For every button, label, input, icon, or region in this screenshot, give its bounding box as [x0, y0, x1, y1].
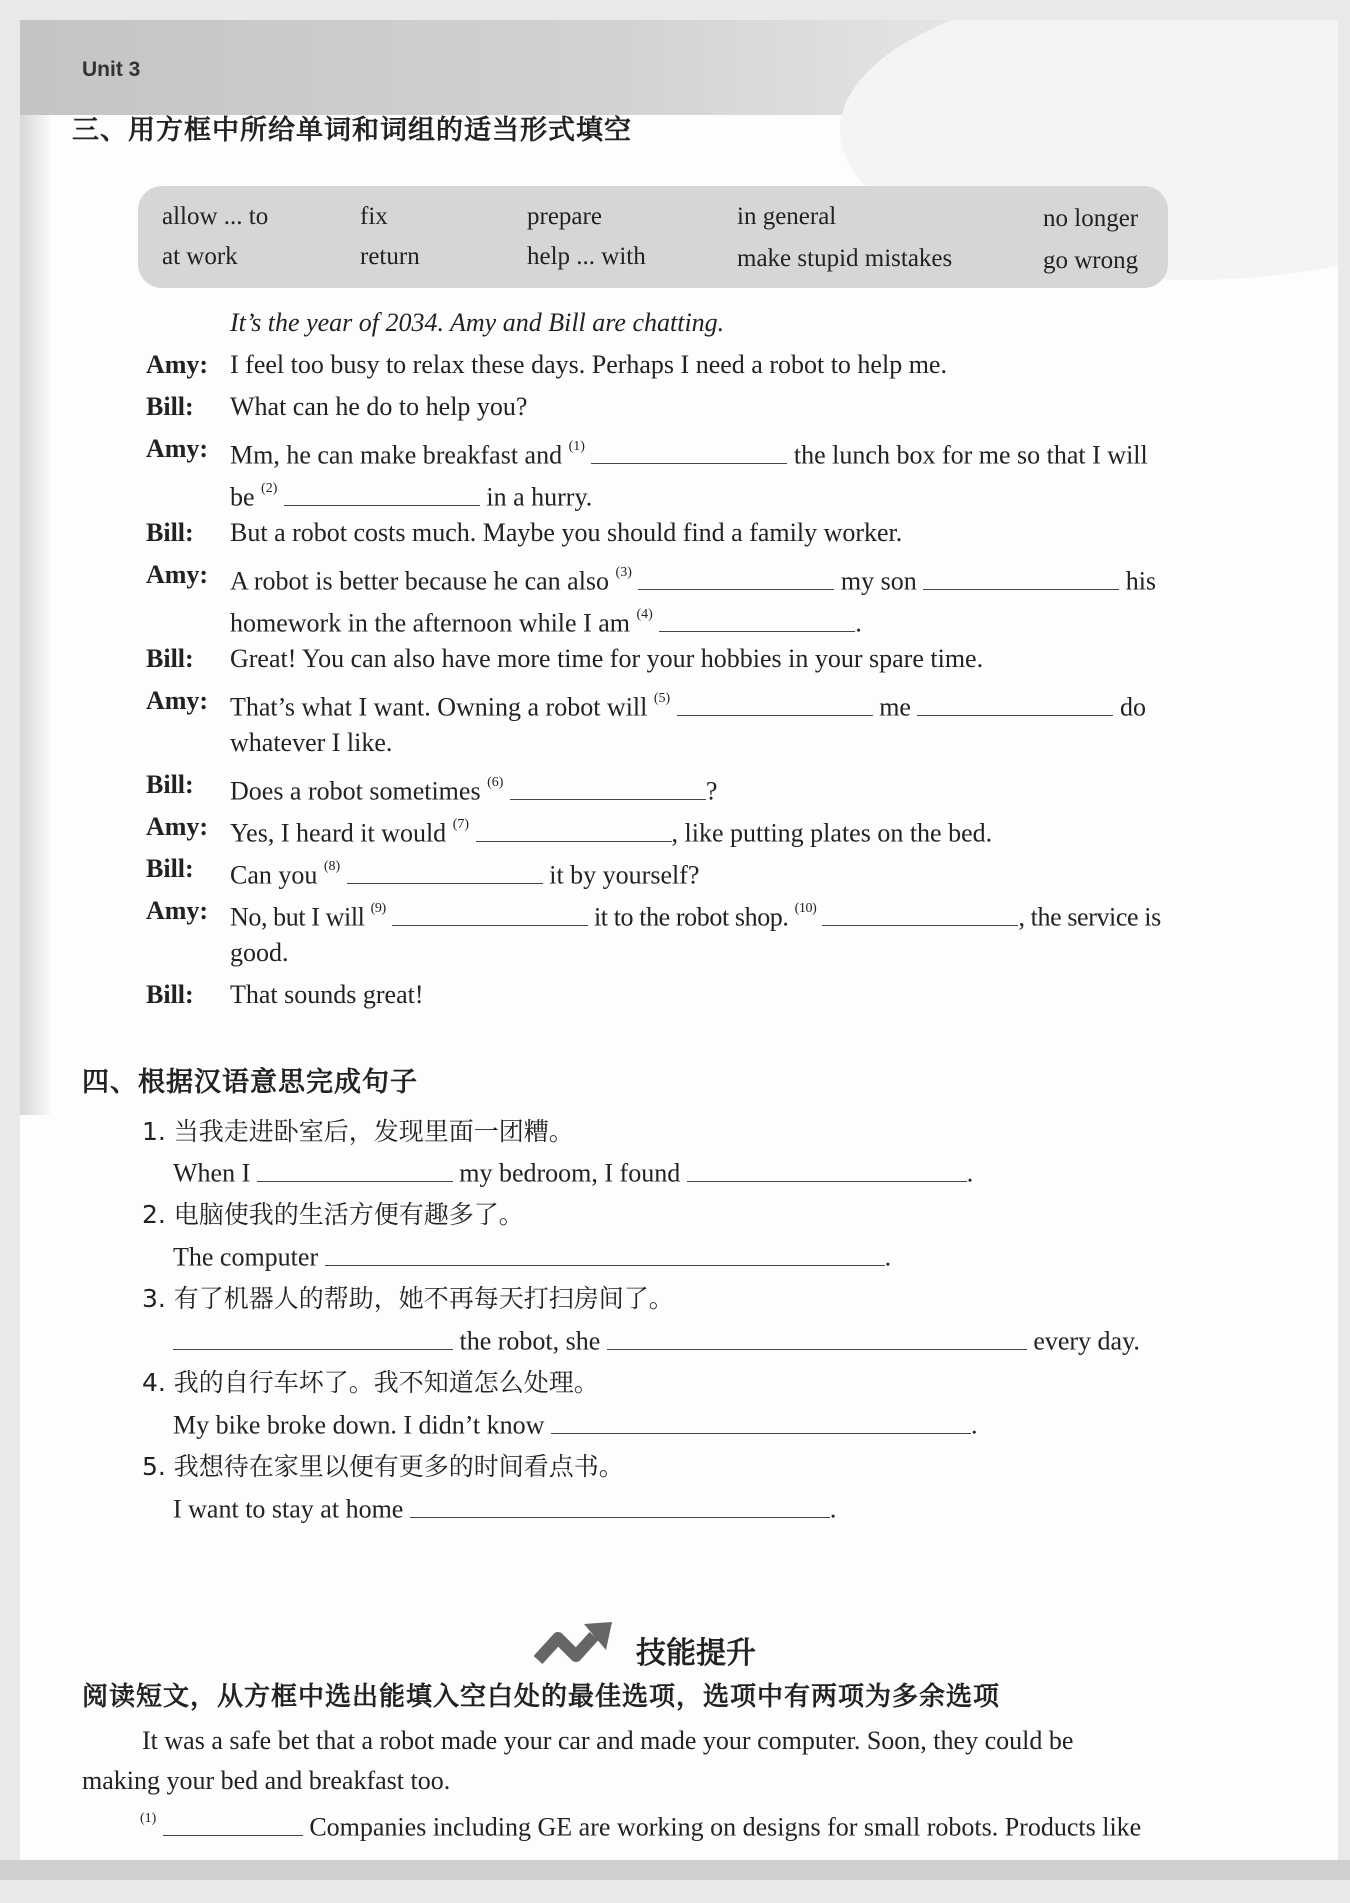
question-chinese: 5. 我想待在家里以便有更多的时间看点书。	[142, 1452, 624, 1481]
line-text: in a hurry.	[486, 482, 593, 512]
blank-number: (10)	[794, 900, 817, 916]
dialogue-line	[230, 896, 1161, 933]
dialogue-line	[230, 812, 992, 849]
passage-line: It was a safe bet that a robot made your car and made your computer. Soon, they could be	[142, 1726, 1074, 1755]
line-text: ?	[705, 776, 718, 806]
line-text: A robot is better because he can also	[230, 566, 610, 596]
blank-number: (1)	[568, 438, 585, 454]
dialogue-line	[230, 602, 862, 639]
speaker-bill: Bill:	[146, 854, 194, 883]
word-box	[138, 186, 1168, 288]
answer-blank[interactable]	[392, 896, 588, 926]
speaker-amy: Amy:	[146, 686, 209, 715]
line-text: .	[966, 1158, 974, 1188]
dialogue-line	[230, 476, 592, 513]
speaker-bill: Bill:	[146, 518, 194, 547]
passage-line: making your bed and breakfast too.	[82, 1766, 451, 1795]
answer-blank[interactable]	[917, 686, 1113, 716]
box-word: make stupid mistakes	[737, 245, 953, 272]
answer-blank[interactable]	[638, 560, 834, 590]
line-text: , the service is	[1018, 902, 1161, 932]
line-text: When I	[173, 1158, 251, 1188]
line-text: it by yourself?	[549, 860, 700, 890]
speaker-amy: Amy:	[146, 812, 209, 841]
box-word: help ... with	[527, 243, 646, 270]
line-text: do	[1119, 692, 1146, 722]
answer-blank[interactable]	[257, 1152, 453, 1182]
line-text: That’s what I want. Owning a robot will	[230, 692, 648, 722]
dialogue-line: good.	[230, 938, 289, 967]
answer-blank[interactable]	[591, 434, 787, 464]
line-text: .	[829, 1494, 837, 1524]
answer-blank[interactable]	[476, 812, 672, 842]
line-text: .	[970, 1410, 978, 1440]
blank-number: (2)	[261, 480, 278, 496]
answer-blank[interactable]	[410, 1488, 830, 1518]
question-english	[173, 1488, 836, 1525]
blank-number: (8)	[323, 858, 341, 874]
line-text: my son	[840, 566, 917, 596]
answer-blank[interactable]	[923, 560, 1119, 590]
line-text: .	[884, 1242, 892, 1272]
speaker-amy: Amy:	[146, 560, 209, 589]
dialogue-intro: It’s the year of 2034. Amy and Bill are chatting.	[230, 308, 725, 337]
answer-blank[interactable]	[687, 1152, 967, 1182]
box-word: in general	[737, 203, 837, 230]
dialogue-line	[230, 560, 1156, 597]
answer-blank[interactable]	[551, 1404, 971, 1434]
line-text: the lunch box for me so that I will	[793, 440, 1148, 470]
question-chinese: 1. 当我走进卧室后，发现里面一团糟。	[142, 1117, 574, 1146]
speaker-bill: Bill:	[146, 644, 194, 673]
blank-number: (1)	[140, 1810, 157, 1826]
dialogue-line: I feel too busy to relax these days. Perhaps I need a robot to help me.	[230, 350, 947, 379]
blank-number: (9)	[370, 900, 386, 916]
speaker-bill: Bill:	[146, 770, 194, 799]
line-text: No, but I will	[230, 902, 365, 932]
blank-number: (5)	[653, 690, 671, 706]
blank-number: (3)	[615, 564, 632, 580]
box-word: prepare	[527, 203, 602, 230]
line-text: Companies including GE are working on designs for small robots. Products like	[309, 1812, 1142, 1842]
dialogue-line	[230, 434, 1148, 471]
question-english	[173, 1236, 891, 1273]
question-english	[173, 1152, 973, 1189]
dialogue-line: Great! You can also have more time for your hobbies in your spare time.	[230, 644, 984, 673]
line-text: Mm, he can make breakfast and	[230, 440, 563, 470]
speaker-amy: Amy:	[146, 350, 209, 379]
line-text: Yes, I heard it would	[230, 818, 447, 848]
passage-line	[140, 1806, 1141, 1843]
answer-blank[interactable]	[347, 854, 543, 884]
box-word: allow ... to	[162, 203, 269, 230]
box-word: no longer	[1043, 205, 1139, 232]
line-text: .	[855, 608, 862, 638]
dialogue-line	[230, 686, 1146, 723]
dialogue-line: That sounds great!	[230, 980, 424, 1009]
answer-blank[interactable]	[284, 476, 480, 506]
speaker-bill: Bill:	[146, 392, 194, 421]
worksheet-page	[20, 20, 1338, 1880]
skills-title: 技能提升	[636, 1636, 756, 1671]
line-text: My bike broke down. I didn’t know	[173, 1410, 545, 1440]
line-text: his	[1125, 566, 1157, 596]
left-shade	[20, 115, 50, 1115]
blank-number: (4)	[636, 606, 653, 622]
dialogue-line	[230, 854, 699, 891]
line-text: it to the robot shop.	[593, 902, 789, 932]
blank-number: (6)	[487, 774, 504, 790]
dialogue-line	[230, 770, 717, 807]
trend-arrow-icon	[534, 1616, 616, 1672]
box-word: at work	[162, 243, 238, 270]
line-text: the robot, she	[459, 1326, 601, 1356]
speaker-bill: Bill:	[146, 980, 194, 1009]
line-text: Can you	[230, 860, 318, 890]
answer-blank[interactable]	[822, 896, 1018, 926]
line-text: me	[879, 692, 911, 722]
line-text: every day.	[1033, 1326, 1140, 1356]
unit-label: Unit 3	[82, 58, 141, 81]
dialogue-line: But a robot costs much. Maybe you should find a family worker.	[230, 518, 903, 547]
speaker-amy: Amy:	[146, 896, 209, 925]
bottom-band	[0, 1860, 1350, 1880]
line-text: my bedroom, I found	[459, 1158, 681, 1188]
skills-instruction: 阅读短文，从方框中选出能填入空白处的最佳选项，选项中有两项为多余选项	[82, 1682, 1001, 1712]
answer-blank[interactable]	[325, 1236, 885, 1266]
answer-blank[interactable]	[510, 770, 706, 800]
section4-title: 四、根据汉语意思完成句子	[82, 1067, 418, 1098]
box-word: go wrong	[1043, 247, 1139, 274]
question-chinese: 3. 有了机器人的帮助，她不再每天打扫房间了。	[142, 1284, 674, 1313]
answer-blank[interactable]	[659, 602, 855, 632]
answer-blank[interactable]	[677, 686, 873, 716]
line-text: The computer	[173, 1242, 319, 1272]
answer-blank[interactable]	[607, 1320, 1027, 1350]
line-text: I want to stay at home	[173, 1494, 404, 1524]
question-chinese: 2. 电脑使我的生活方便有趣多了。	[142, 1200, 524, 1229]
answer-blank[interactable]	[163, 1806, 303, 1836]
line-text: , like putting plates on the bed.	[671, 818, 993, 848]
line-text: homework in the afternoon while I am	[230, 608, 630, 638]
question-chinese: 4. 我的自行车坏了。我不知道怎么处理。	[142, 1368, 599, 1397]
answer-blank[interactable]	[173, 1320, 453, 1350]
speaker-amy: Amy:	[146, 434, 209, 463]
box-word: fix	[360, 203, 388, 230]
blank-number: (7)	[452, 816, 470, 832]
line-text: be	[230, 482, 255, 512]
box-word: return	[360, 243, 420, 270]
dialogue-line: whatever I like.	[230, 728, 393, 757]
question-english	[173, 1404, 977, 1441]
dialogue-line: What can he do to help you?	[230, 392, 528, 421]
question-english	[173, 1320, 1140, 1357]
line-text: Does a robot sometimes	[230, 776, 481, 806]
section3-title: 三、用方框中所给单词和词组的适当形式填空	[72, 115, 632, 146]
